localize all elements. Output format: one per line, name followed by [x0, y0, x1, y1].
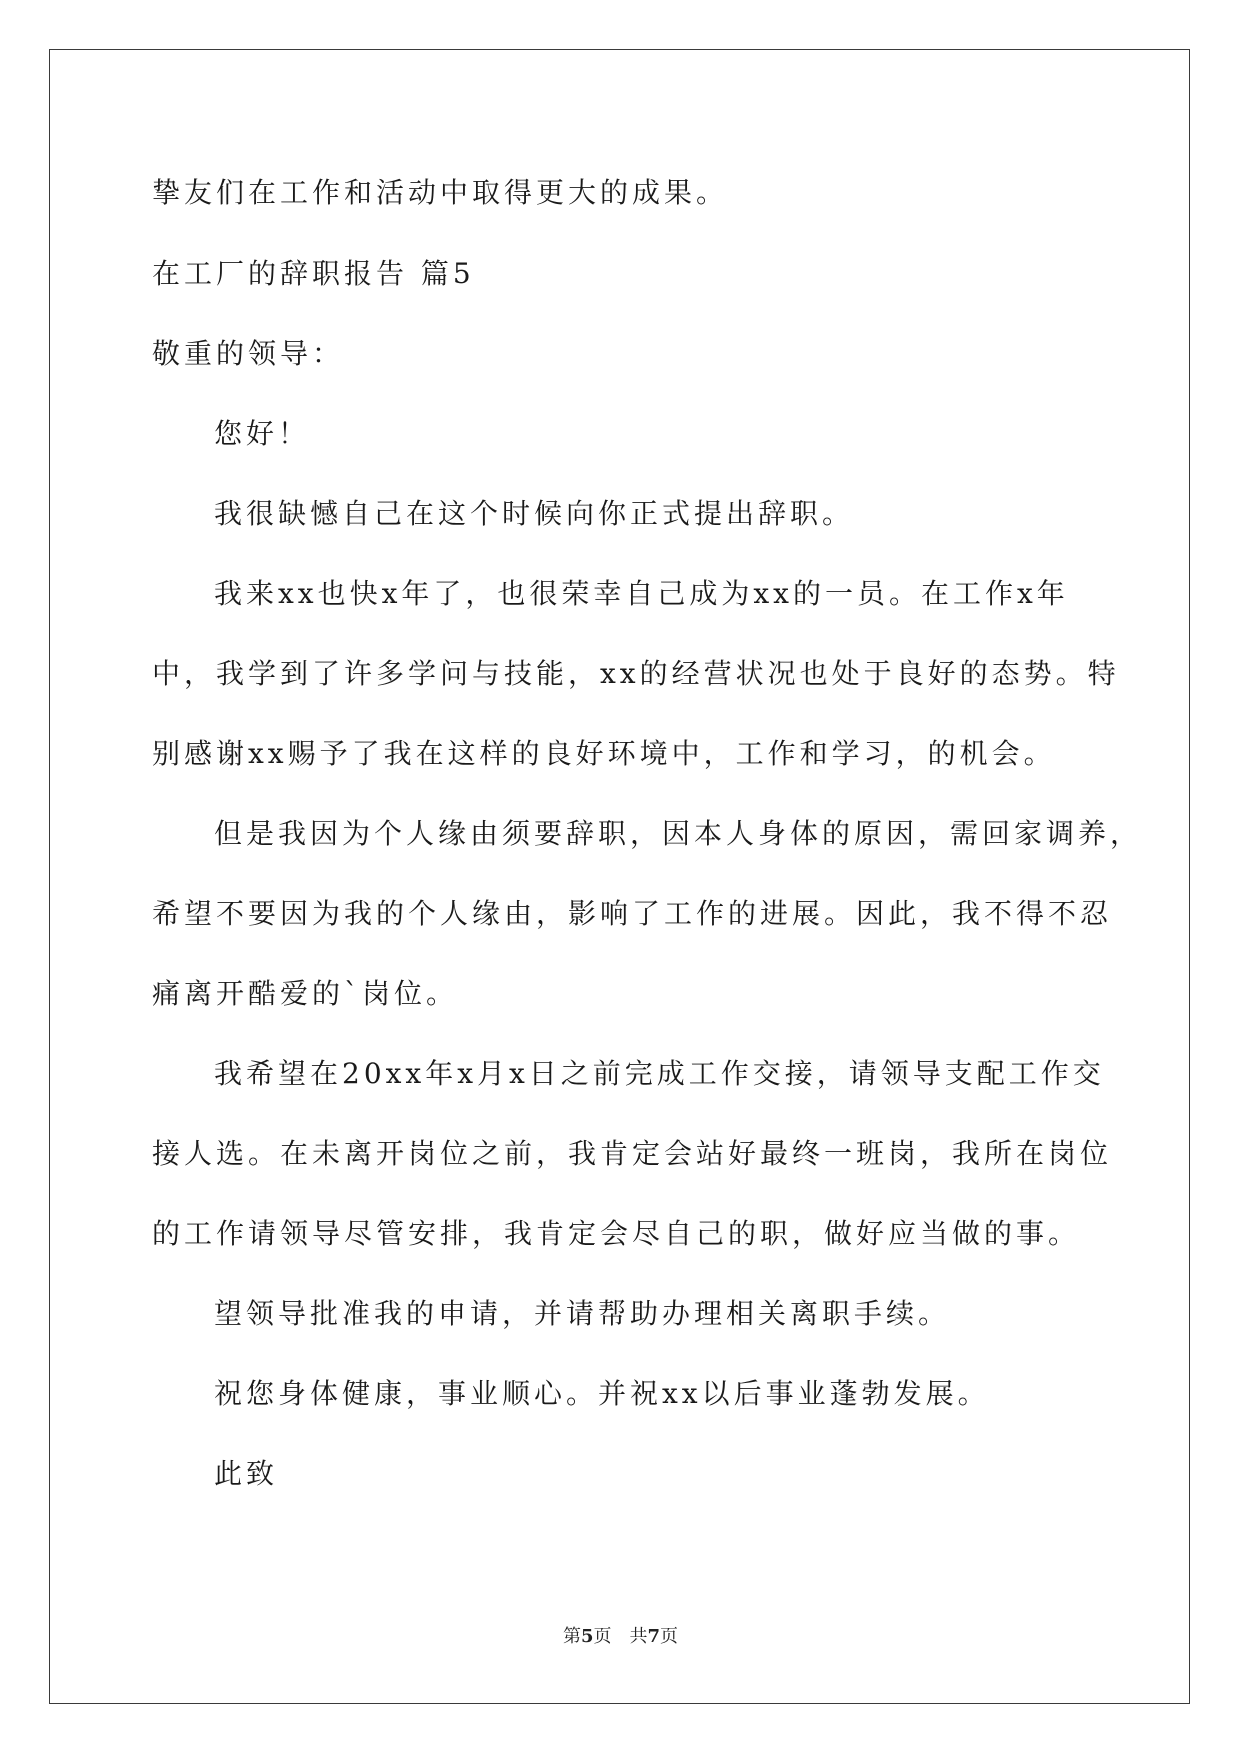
closing: 此致 — [214, 1457, 279, 1490]
footer-suffix: 页 — [660, 1626, 679, 1647]
text-line: 祝您身体健康，事业顺心。并祝xx以后事业蓬勃发展。 — [214, 1377, 990, 1410]
text-line: 我希望在20xx年x月x日之前完成工作交接，请领导支配工作交 — [214, 1057, 1105, 1090]
text-line: 痛离开酷爱的`岗位。 — [152, 977, 459, 1010]
section-heading: 在工厂的辞职报告 篇5 — [152, 257, 475, 290]
text-line: 接人选。在未离开岗位之前，我肯定会站好最终一班岗，我所在岗位 — [152, 1137, 1113, 1170]
current-page-number: 5 — [580, 1626, 594, 1647]
text-line: 希望不要因为我的个人缘由，影响了工作的进展。因此，我不得不忍 — [152, 897, 1113, 930]
footer-middle: 页 共 — [593, 1626, 648, 1647]
greeting: 您好！ — [214, 417, 311, 450]
salutation: 敬重的领导： — [152, 337, 345, 370]
text-line: 望领导批准我的申请，并请帮助办理相关离职手续。 — [214, 1297, 951, 1330]
footer-prefix: 第 — [562, 1626, 581, 1647]
text-line: 的工作请领导尽管安排，我肯定会尽自己的职，做好应当做的事。 — [152, 1217, 1081, 1250]
total-pages-number: 7 — [647, 1626, 661, 1647]
text-line: 但是我因为个人缘由须要辞职，因本人身体的原因，需回家调养， — [214, 817, 1143, 850]
text-line: 我很缺憾自己在这个时候向你正式提出辞职。 — [214, 497, 855, 530]
text-line: 我来xx也快x年了，也很荣幸自己成为xx的一员。在工作x年 — [214, 577, 1069, 610]
text-line: 中，我学到了许多学问与技能，xx的经营状况也处于良好的态势。特 — [152, 657, 1120, 690]
page-footer — [0, 1622, 1241, 1648]
text-line: 挚友们在工作和活动中取得更大的成果。 — [152, 176, 729, 209]
text-line: 别感谢xx赐予了我在这样的良好环境中，工作和学习，的机会。 — [152, 737, 1056, 770]
